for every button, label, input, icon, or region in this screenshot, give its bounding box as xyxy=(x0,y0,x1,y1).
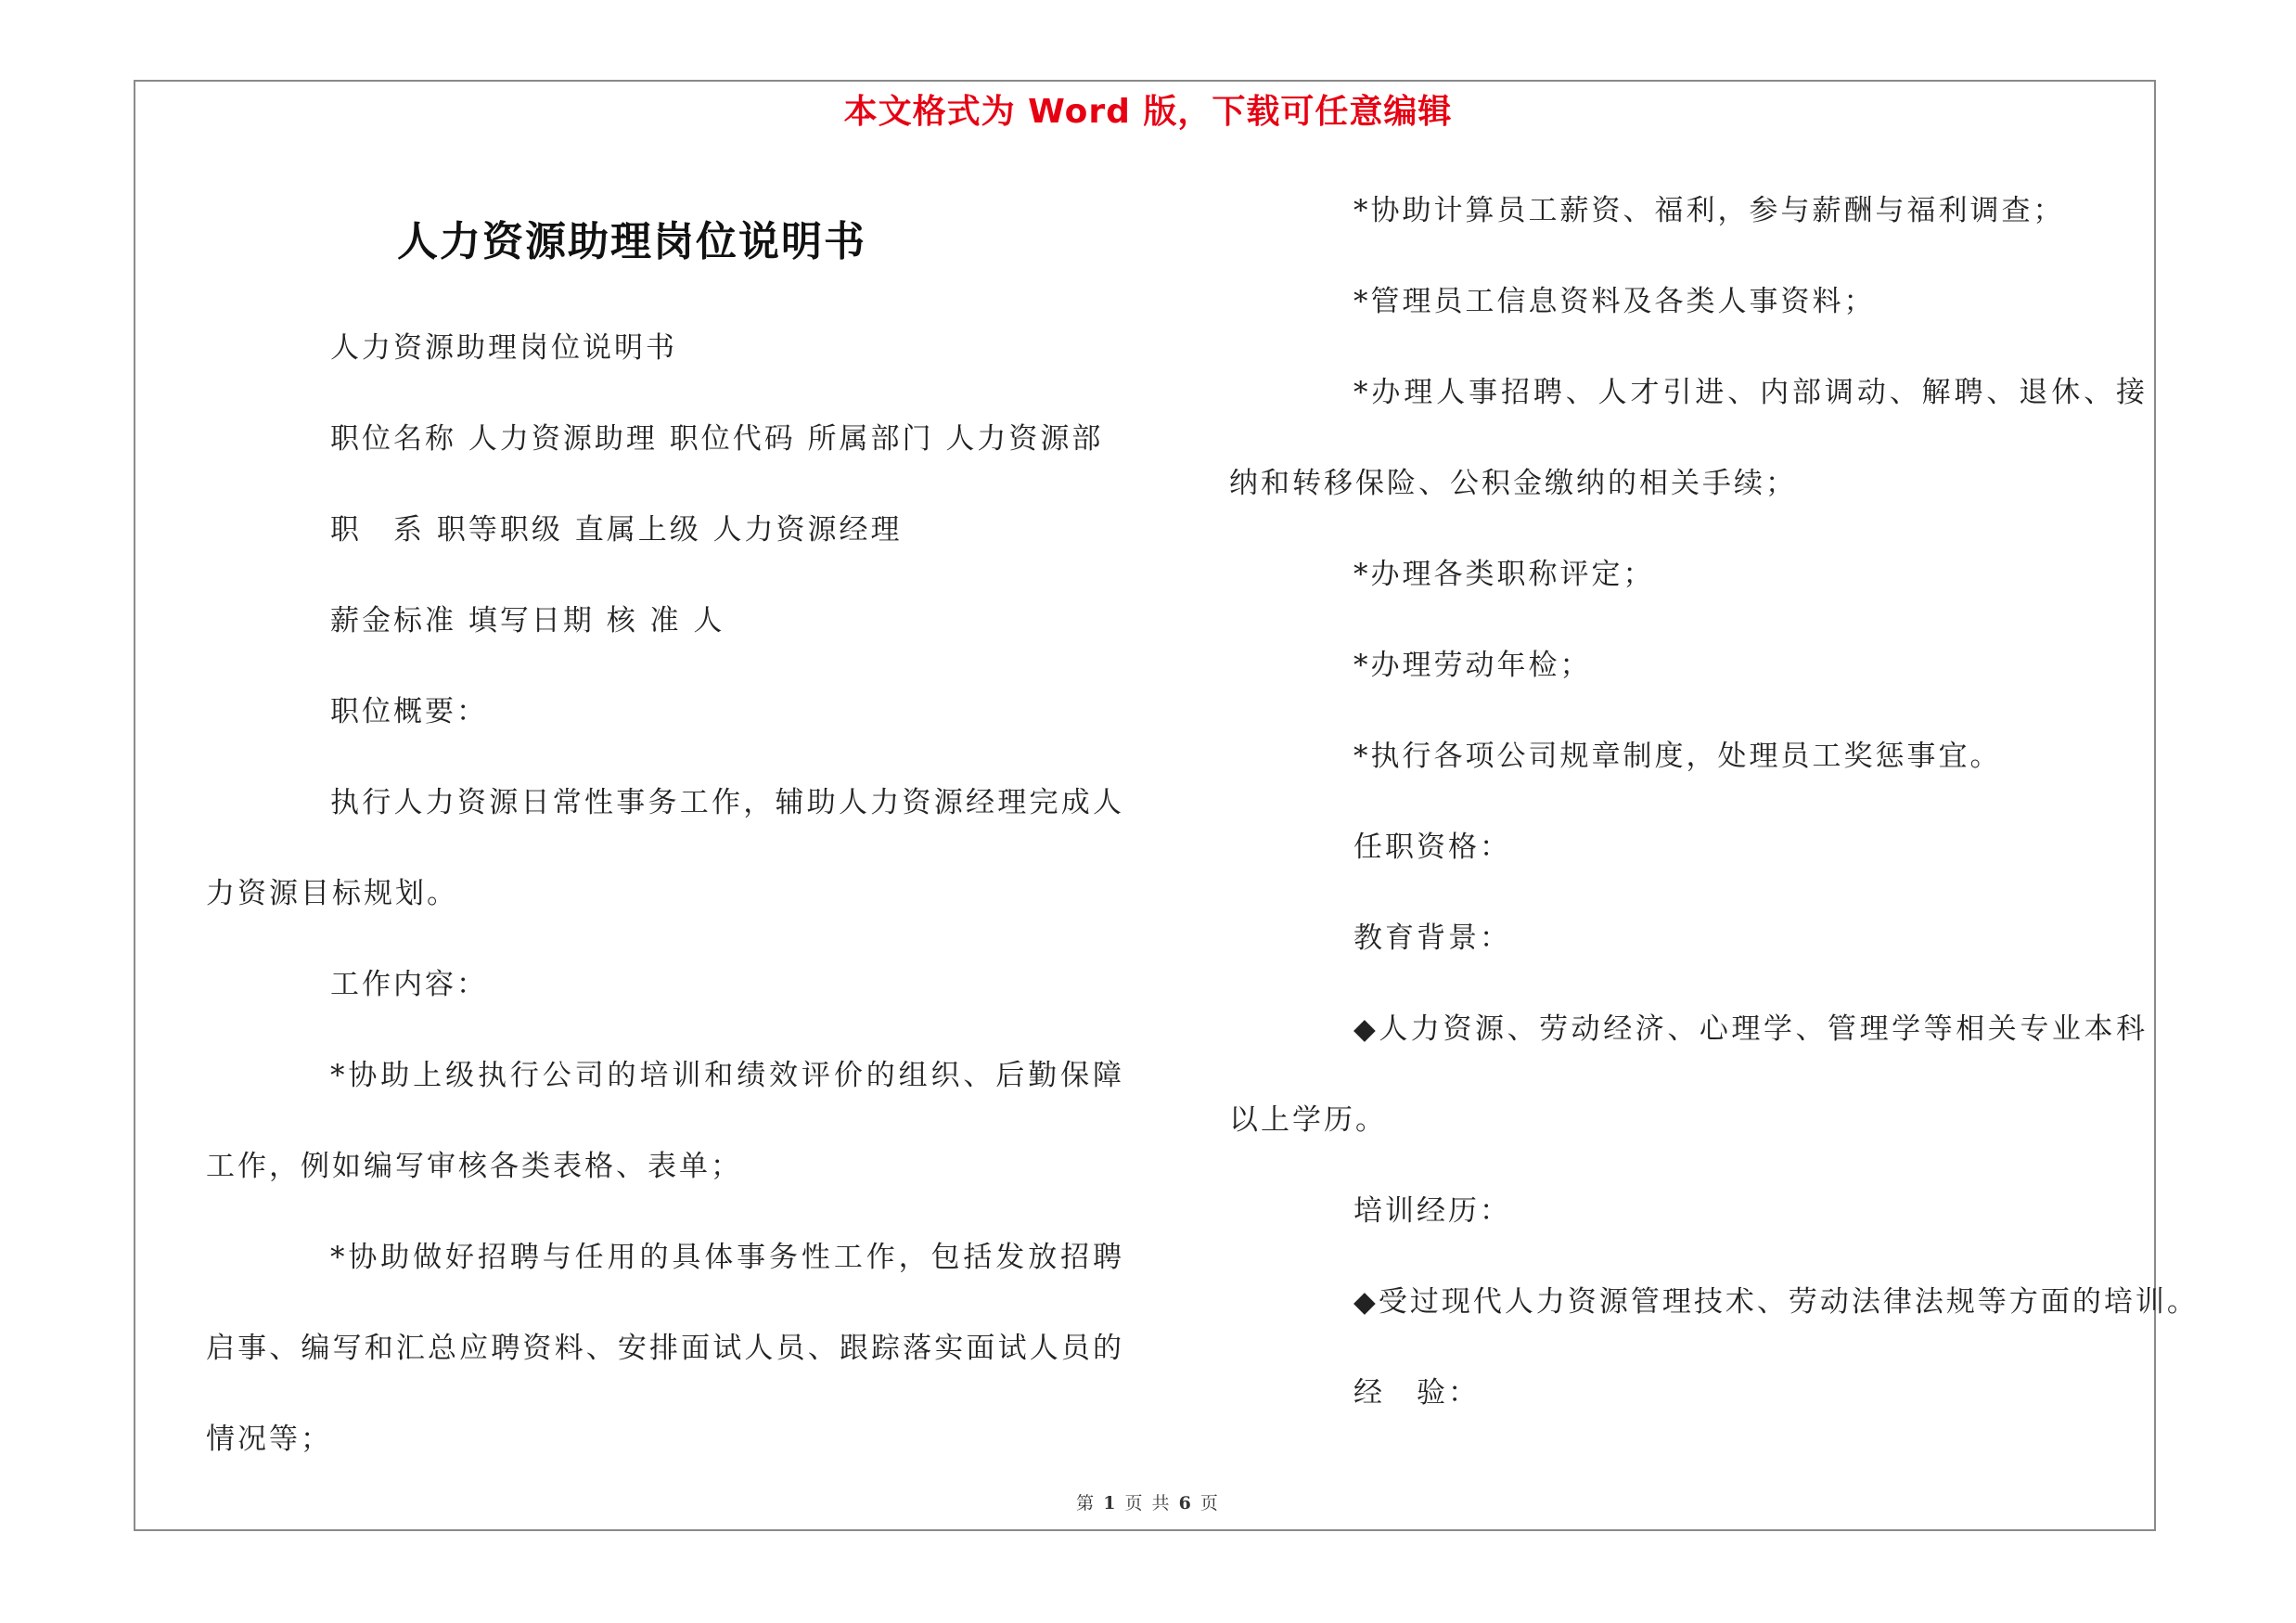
section-heading: 工作内容： xyxy=(330,968,488,1001)
section-heading: 任职资格： xyxy=(1353,831,1511,864)
total-pages-number: 6 xyxy=(1178,1493,1193,1514)
requirement-item: ◆受过现代人力资源管理技术、劳动法律法规等方面的培训。 xyxy=(1353,1285,2199,1319)
duty-item: *办理劳动年检； xyxy=(1353,649,1592,682)
subsection-heading: 经 验： xyxy=(1353,1376,1480,1410)
duty-item: *执行各项公司规章制度，处理员工奖惩事宜。 xyxy=(1353,740,2002,773)
duty-item: *办理各类职称评定； xyxy=(1353,558,1655,591)
document-title: 人力资源助理岗位说明书 xyxy=(397,218,866,265)
subtitle-paragraph: 人力资源助理岗位说明书 xyxy=(330,331,677,365)
footer-prefix: 第 xyxy=(1076,1493,1097,1514)
duty-item: *协助计算员工薪资、福利，参与薪酬与福利调查； xyxy=(1353,194,2065,227)
duty-item: *协助做好招聘与任用的具体事务性工作，包括发放招聘启事、编写和汇总应聘资料、安排面试人员、跟踪落实面试人员的情况等； xyxy=(206,1241,1124,1456)
subsection-heading: 教育背景： xyxy=(1353,921,1511,955)
right-column xyxy=(1229,165,2199,1438)
duty-item: *管理员工信息资料及各类人事资料； xyxy=(1353,285,1876,318)
position-info-line: 职位名称 人力资源助理 职位代码 所属部门 人力资源部 xyxy=(330,422,1104,456)
position-info-line: 职 系 职等职级 直属上级 人力资源经理 xyxy=(330,513,903,547)
summary-paragraph: 执行人力资源日常性事务工作，辅助人力资源经理完成人力资源目标规划。 xyxy=(206,786,1124,910)
section-heading: 职位概要： xyxy=(330,695,488,728)
page-footer xyxy=(0,1489,2296,1514)
format-notice-banner: 本文格式为 Word 版，下载可任意编辑 xyxy=(843,93,1453,131)
requirement-item: ◆人力资源、劳动经济、心理学、管理学等相关专业本科以上学历。 xyxy=(1229,1012,2148,1137)
subsection-heading: 培训经历： xyxy=(1353,1194,1511,1228)
footer-middle: 页 共 xyxy=(1124,1493,1172,1514)
duty-item: *协助上级执行公司的培训和绩效评价的组织、后勤保障工作，例如编写审核各类表格、表单； xyxy=(206,1059,1124,1183)
duty-item: *办理人事招聘、人才引进、内部调动、解聘、退休、接纳和转移保险、公积金缴纳的相关手续； xyxy=(1229,376,2148,500)
footer-suffix: 页 xyxy=(1199,1493,1220,1514)
position-info-line: 薪金标准 填写日期 核 准 人 xyxy=(330,604,725,638)
current-page-number: 1 xyxy=(1103,1493,1118,1514)
left-column xyxy=(206,303,1134,1485)
